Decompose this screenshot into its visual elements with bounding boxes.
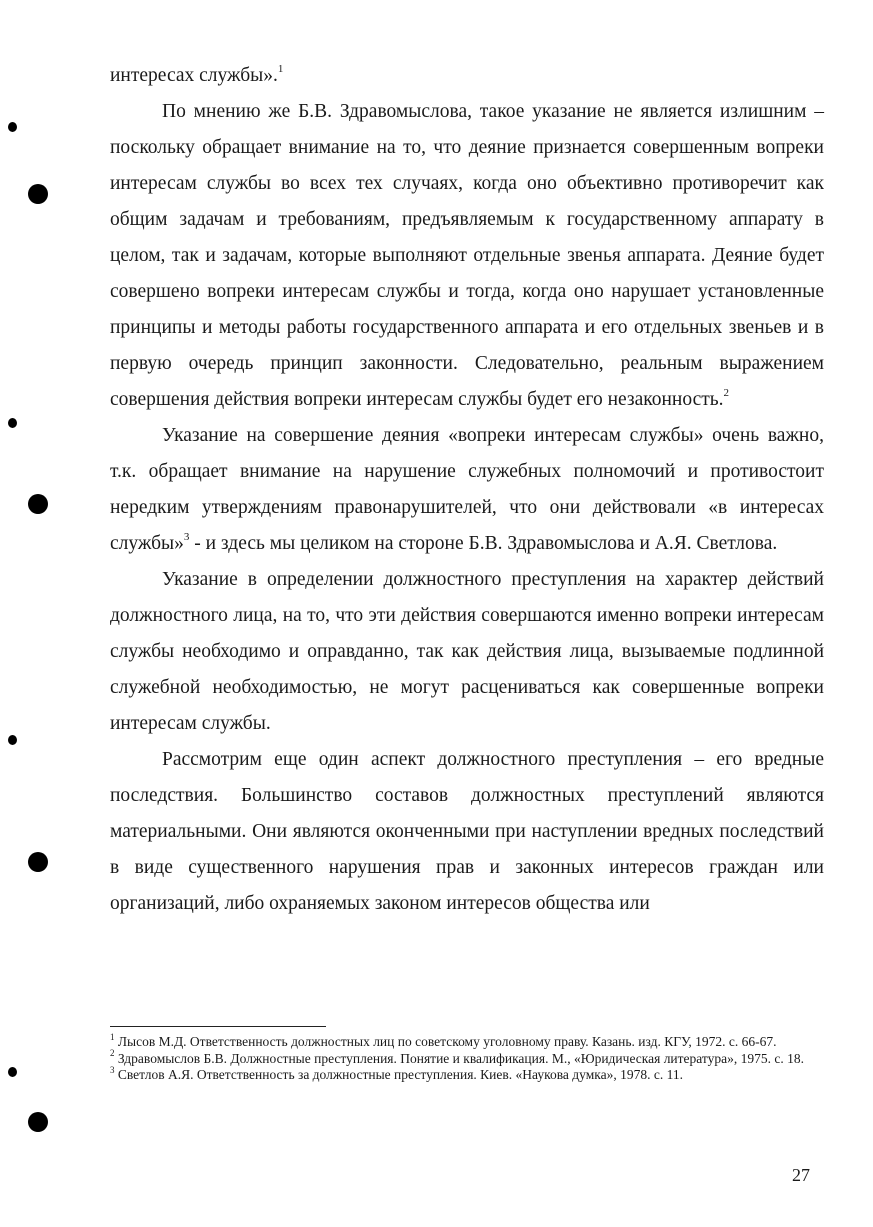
footnote-separator: [110, 1026, 326, 1027]
footnote: [110, 1031, 824, 1051]
footnotes: [110, 1031, 824, 1084]
footnote-ref[interactable]: 1: [277, 62, 284, 75]
footnote-ref[interactable]: 2: [723, 386, 730, 399]
punch-hole: [28, 852, 48, 872]
footnote-number: 1: [110, 1031, 115, 1042]
footnote-ref[interactable]: 3: [183, 530, 190, 543]
footnote-text: Светлов А.Я. Ответственность за должностные преступления. Киев. «Наукова думка», 1978. с. 11.: [117, 1067, 683, 1082]
footnote-number: 3: [110, 1064, 115, 1075]
punch-hole-mark: [8, 122, 17, 132]
paragraph: Указание в определении должностного преступления на характер действий должностного лица, на то, что эти действия совершаются именно вопреки интересам службы необходимо и оправданно, так как действия лица, вызываемые подлинной служебной необходимостью, не могут расцениваться как совершенные вопреки интересам службы.: [110, 569, 824, 734]
body-text: [110, 58, 824, 922]
punch-hole-mark: [8, 418, 17, 428]
punch-hole: [28, 184, 48, 204]
footnote-number: 2: [110, 1048, 115, 1058]
paragraph: интересах службы».$^1$: [110, 62, 284, 86]
paragraph: Указание на совершение деяния «вопреки интересам службы» очень важно, т.к. обращает внимание на нарушение служебных полномочий и противостоит нередким утверждениям правонарушителей, что они действовали «в интересах службы»$^3$ - и здесь мы целиком на стороне Б.В. Здравомыслова и А.Я. Светлова.: [110, 425, 824, 554]
footnote-text: Лысов М.Д. Ответственность должностных лиц по советскому уголовному праву. Казань. изд. КГУ, 1972. с. 66-67.: [117, 1034, 777, 1049]
punch-hole: [28, 494, 48, 514]
punch-hole-mark: [8, 735, 17, 745]
paragraph: По мнению же Б.В. Здравомыслова, такое указание не является излишним – поскольку обращает внимание на то, что деяние признается совершенным вопреки интересам службы во всех тех случаях, когда оно объективно противоречит как общим задачам и требованиям, предъявляемым к государственному аппарату в целом, так и задачам, которые выполняют отдельные звенья аппарата. Деяние будет совершено вопреки интересам службы и тогда, когда оно нарушает установленные принципы и методы работы государственного аппарата и его отдельных звеньев и в первую очередь принцип законности. Следовательно, реальным выражением совершения действия вопреки интересам службы будет его незаконность.$^2$: [110, 101, 824, 410]
paragraph: Рассмотрим еще один аспект должностного преступления – его вредные последствия. Большинство составов должностных преступлений являются материальными. Они являются оконченными при наступлении вредных последствий в виде существенного нарушения прав и законных интересов граждан или организаций, либо охраняемых законом интересов общества или: [110, 749, 824, 914]
punch-hole: [28, 1112, 48, 1132]
footnote-text: Здравомыслов Б.В. Должностные преступления. Понятие и квалификация. М., «Юридическая литература», 1975. с. 18.: [117, 1050, 805, 1066]
footnote: [110, 1064, 824, 1084]
footnote: [110, 1048, 824, 1068]
punch-hole-mark: [8, 1067, 17, 1077]
page-number: 27: [792, 1165, 810, 1185]
